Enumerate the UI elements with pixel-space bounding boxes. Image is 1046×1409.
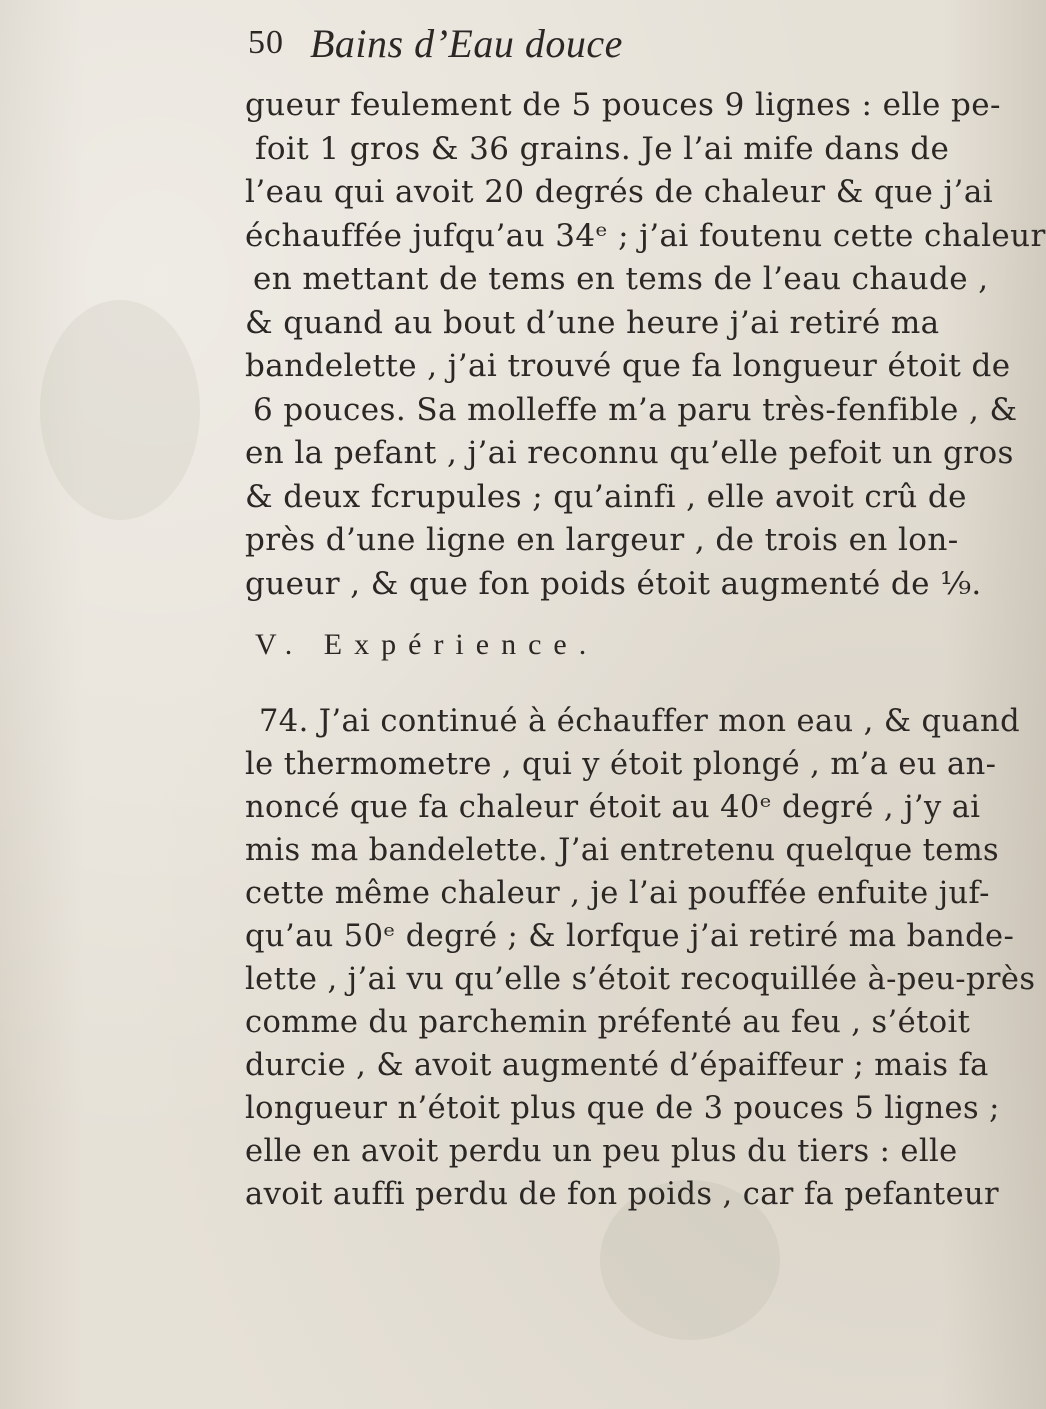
text-line: foit 1 gros & 36 grains. Je l’ai mife dans de: [255, 130, 950, 167]
paragraph-2: [245, 700, 1036, 1216]
text-line: durcie , & avoit augmenté d’épaiffeur ; mais fa: [245, 1048, 989, 1083]
text-line: le thermometre , qui y étoit plongé , m’a eu an-: [245, 747, 997, 782]
text-line: en la pefant , j’ai reconnu qu’elle pefoit un gros: [245, 435, 1014, 471]
text-line: cette même chaleur , je l’ai pouffée enfuite juf-: [245, 876, 990, 911]
text-line: & deux fcrupules ; qu’ainfi , elle avoit crû de: [245, 478, 967, 515]
text-line: mis ma bandelette. J’ai entretenu quelque tems: [245, 833, 1000, 868]
section-heading: V. Expérience.: [255, 628, 599, 661]
text-line: gueur , & que fon poids étoit augmenté de ¹⁄₉.: [245, 565, 982, 602]
text-line: bandelette , j’ai trouvé que fa longueur étoit de: [245, 348, 1011, 384]
text-line: lette , j’ai vu qu’elle s’étoit recoquillée à-peu-près: [245, 962, 1036, 997]
text-line: comme du parchemin préfenté au feu , s’étoit: [245, 1005, 971, 1040]
text-line: noncé que fa chaleur étoit au 40ᵉ degré , j’y ai: [245, 790, 981, 825]
text-line: longueur n’étoit plus que de 3 pouces 5 lignes ;: [245, 1091, 1000, 1126]
text-line: elle en avoit perdu un peu plus du tiers : elle: [245, 1134, 958, 1169]
text-line: 6 pouces. Sa molleffe m’a paru très-fenfible , &: [253, 391, 1018, 428]
text-line: gueur feulement de 5 pouces 9 lignes : elle pe-: [245, 87, 1001, 123]
paragraph-1: [245, 84, 1046, 606]
paper-stain: [40, 300, 200, 520]
page-number: 50: [248, 24, 284, 61]
text-line: en mettant de tems en tems de l’eau chaude ,: [253, 261, 989, 297]
text-line: l’eau qui avoit 20 degrés de chaleur & que j’ai: [245, 174, 994, 210]
text-line: 74. J’ai continué à échauffer mon eau , & quand: [259, 704, 1021, 739]
text-line: qu’au 50ᵉ degré ; & lorfque j’ai retiré ma bande-: [245, 919, 1015, 954]
text-line: avoit auffi perdu de fon poids , car fa pefanteur: [245, 1177, 1000, 1212]
running-head: [0, 14, 800, 70]
running-title: Bains d’Eau douce: [310, 21, 623, 66]
text-line: près d’une ligne en largeur , de trois en lon-: [245, 522, 959, 558]
text-line: & quand au bout d’une heure j’ai retiré ma: [245, 304, 940, 341]
text-line: échauffée jufqu’au 34ᵉ ; j’ai foutenu cette chaleur: [245, 217, 1046, 254]
